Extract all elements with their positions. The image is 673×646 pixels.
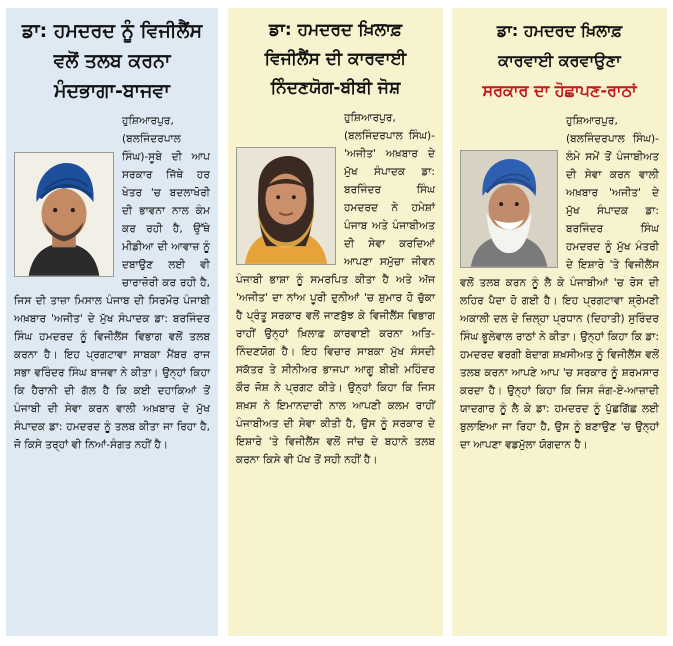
- portrait-bajwa-image: [15, 153, 113, 276]
- headline-line-red: ਸਰਕਾਰ ਦਾ ਹੋਛਾਪਣ-ਰਾਠਾਂ: [482, 81, 637, 100]
- article-body: [460, 112, 659, 454]
- headline-line: ਡਾ: ਹਮਦਰਦ ਨੂੰ ਵਿਜੀਲੈਂਸ: [21, 20, 203, 42]
- headline-line: ਡਾ: ਹਮਦਰਦ ਖ਼ਿਲਾਫ਼: [268, 20, 402, 40]
- headline-line: ਡਾ: ਹਮਦਰਦ ਖ਼ਿਲਾਫ਼: [496, 21, 623, 40]
- portrait-photo: [236, 147, 336, 265]
- news-clip-bibi-josh: [228, 8, 443, 636]
- headline: [14, 16, 210, 106]
- article-body: [14, 112, 210, 454]
- headline-line: ਕਾਰਵਾਈ ਕਰਵਾਉਣਾ: [498, 51, 621, 70]
- article-text: ਹੁਸ਼ਿਆਰਪੁਰ, (ਬਲਜਿੰਦਰਪਾਲ ਸਿੰਘ)-ਲੰਮੇ ਸਮੇਂ ਤੋਂ ਪੰਜਾਬੀਅਤ ਦੀ ਸੇਵਾ ਕਰਨ ਵਾਲੀ ਅਖ਼ਬਾਰ 'ਅਜੀਤ' ਦੇ ਮੁੱਖ ਸੰਪਾਦਕ ਡਾ: ਬਰਜਿੰਦਰ ਸਿੰਘ ਹਮਦਰਦ ਨੂੰ ਮੁੱਖ ਮੰਤਰੀ ਦੇ ਇਸ਼ਾਰੇ 'ਤੇ ਵਿਜੀਲੈਂਸ ਵਲੋਂ ਤਲਬ ਕਰਨ ਨੂੰ ਲੈ ਕੇ ਪੰਜਾਬੀਆਂ 'ਚ ਰੋਸ ਦੀ ਲਹਿਰ ਪੈਦਾ ਹੋ ਗਈ ਹੈ। ਇਹ ਪ੍ਰਗਟਾਵਾ ਸ਼੍ਰੋਮਣੀ ਅਕਾਲੀ ਦਲ ਦੇ ਜ਼ਿਲ੍ਹਾ ਪ੍ਰਧਾਨ (ਦਿਹਾਤੀ) ਸੁਰਿੰਦਰ ਸਿੰਘ ਭੂਲੇਵਾਲ ਰਾਠਾਂ ਨੇ ਕੀਤਾ। ਉਨ੍ਹਾਂ ਕਿਹਾ ਕਿ ਡਾ: ਹਮਦਰਦ ਵਰਗੀ ਬੇਦਾਗ ਸ਼ਖ਼ਸੀਅਤ ਨੂੰ ਵਿਜੀਲੈਂਸ ਵਲੋਂ ਤਲਬ ਕਰਨਾ ਆਪਣੇ ਆਪ 'ਚ ਸਰਕਾਰ ਨੂੰ ਸ਼ਰਮਸਾਰ ਕਰਦਾ ਹੈ। ਉਨ੍ਹਾਂ ਕਿਹਾ ਕਿ ਜਿਸ ਜੰਗ-ਏ-ਆਜ਼ਾਦੀ ਯਾਦਗਾਰ ਨੂੰ ਲੈ ਕੇ ਡਾ: ਹਮਦਰਦ ਨੂੰ ਪੁੱਛਗਿੱਛ ਲਈ ਬੁਲਾਇਆ ਜਾ ਰਿਹਾ ਹੈ, ਉਸ ਨੂੰ ਬਣਾਉਣ 'ਚ ਉਨ੍ਹਾਂ ਦਾ ਆਪਣਾ ਵਡਮੁੱਲਾ ਯੋਗਦਾਨ ਹੈ।: [460, 115, 659, 451]
- portrait-rathan-image: [461, 151, 557, 267]
- headline-line: ਮੰਦਭਾਗਾ-ਬਾਜਵਾ: [54, 80, 170, 102]
- news-clip-rathan: [452, 8, 667, 636]
- headline-line: ਵਲੋਂ ਤਲਬ ਕਰਨਾ: [53, 50, 171, 72]
- headline-line: ਨਿੰਦਣਯੋਗ-ਬੀਬੀ ਜੋਸ਼: [270, 78, 401, 98]
- headline-line: ਵਿਜੀਲੈਂਸ ਦੀ ਕਾਰਵਾਈ: [264, 49, 407, 69]
- article-body: [236, 109, 435, 469]
- news-clip-bajwa: [6, 8, 218, 636]
- headline: [236, 16, 435, 103]
- headline: [460, 16, 659, 106]
- article-text: ਹੁਸ਼ਿਆਰਪੁਰ, (ਬਲਜਿੰਦਰਪਾਲ ਸਿੰਘ)-ਸੂਬੇ ਦੀ ਆਪ ਸਰਕਾਰ ਜਿੱਥੇ ਹਰ ਖੇਤਰ 'ਚ ਬਦਲਾਖੋਰੀ ਦੀ ਭਾਵਨਾ ਨਾਲ ਕੰਮ ਕਰ ਰਹੀ ਹੈ, ਉੱਥੇ ਮੀਡੀਆ ਦੀ ਆਵਾਜ਼ ਨੂੰ ਦਬਾਉਣ ਲਈ ਵੀ ਚਾਰਾਜ਼ੋਰੀ ਕਰ ਰਹੀ ਹੈ, ਜਿਸ ਦੀ ਤਾਜ਼ਾ ਮਿਸਾਲ ਪੰਜਾਬ ਦੀ ਸਿਰਮੌਰ ਪੰਜਾਬੀ ਅਖ਼ਬਾਰ 'ਅਜੀਤ' ਦੇ ਮੁੱਖ ਸੰਪਾਦਕ ਡਾ: ਬਰਜਿੰਦਰ ਸਿੰਘ ਹਮਦਰਦ ਨੂੰ ਵਿਜੀਲੈਂਸ ਵਿਭਾਗ ਵਲੋਂ ਤਲਬ ਕਰਨਾ ਹੈ। ਇਹ ਪ੍ਰਗਟਾਵਾ ਸਾਬਕਾ ਮੈਂਬਰ ਰਾਜ ਸਭਾ ਵਰਿੰਦਰ ਸਿੰਘ ਬਾਜਵਾ ਨੇ ਕੀਤਾ। ਉਨ੍ਹਾਂ ਕਿਹਾ ਕਿ ਹੈਰਾਨੀ ਦੀ ਗੱਲ ਹੈ ਕਿ ਕਈ ਦਹਾਕਿਆਂ ਤੋਂ ਪੰਜਾਬੀ ਦੀ ਸੇਵਾ ਕਰਨ ਵਾਲੀ ਅਖ਼ਬਾਰ ਦੇ ਮੁੱਖ ਸੰਪਾਦਕ ਡਾ: ਹਮਦਰਦ ਨੂੰ ਤਲਬ ਕੀਤਾ ਜਾ ਰਿਹਾ ਹੈ, ਜੋ ਕਿਸੇ ਤਰ੍ਹਾਂ ਵੀ ਨਿਆਂ-ਸੰਗਤ ਨਹੀਂ ਹੈ।: [14, 115, 210, 451]
- portrait-photo: [460, 150, 558, 268]
- article-text: ਹੁਸ਼ਿਆਰਪੁਰ, (ਬਲਜਿੰਦਰਪਾਲ ਸਿੰਘ)-'ਅਜੀਤ' ਅਖ਼ਬਾਰ ਦੇ ਮੁੱਖ ਸੰਪਾਦਕ ਡਾ: ਬਰਜਿੰਦਰ ਸਿੰਘ ਹਮਦਰਦ ਨੇ ਹਮੇਸ਼ਾਂ ਪੰਜਾਬ ਅਤੇ ਪੰਜਾਬੀਅਤ ਦੀ ਸੇਵਾ ਕਰਦਿਆਂ ਆਪਣਾ ਸਮੁੱਚਾ ਜੀਵਨ ਪੰਜਾਬੀ ਭਾਸ਼ਾ ਨੂੰ ਸਮਰਪਿਤ ਕੀਤਾ ਹੈ ਅਤੇ ਅੱਜ 'ਅਜੀਤ' ਦਾ ਨਾਂਅ ਪੂਰੀ ਦੁਨੀਆਂ 'ਚ ਸ਼ੁਮਾਰ ਹੋ ਚੁੱਕਾ ਹੈ ਪ੍ਰੰਤੂ ਸਰਕਾਰ ਵਲੋਂ ਜਾਣਬੁੱਝ ਕੇ ਵਿਜੀਲੈਂਸ ਵਿਭਾਗ ਰਾਹੀਂ ਉਨ੍ਹਾਂ ਖ਼ਿਲਾਫ਼ ਕਾਰਵਾਈ ਕਰਨਾ ਅਤਿ-ਨਿੰਦਣਯੋਗ ਹੈ। ਇਹ ਵਿਚਾਰ ਸਾਬਕਾ ਮੁੱਖ ਸੰਸਦੀ ਸਕੱਤਰ ਤੇ ਸੀਨੀਅਰ ਭਾਜਪਾ ਆਗੂ ਬੀਬੀ ਮਹਿੰਦਰ ਕੌਰ ਜੋਸ਼ ਨੇ ਪ੍ਰਗਟ ਕੀਤੇ। ਉਨ੍ਹਾਂ ਕਿਹਾ ਕਿ ਜਿਸ ਸ਼ਖ਼ਸ ਨੇ ਇਮਾਨਦਾਰੀ ਨਾਲ ਆਪਣੀ ਕਲਮ ਰਾਹੀਂ ਪੰਜਾਬੀਅਤ ਦੀ ਸੇਵਾ ਕੀਤੀ ਹੈ, ਉਸ ਨੂੰ ਸਰਕਾਰ ਦੇ ਇਸ਼ਾਰੇ 'ਤੇ ਵਿਜੀਲੈਂਸ ਵਲੋਂ ਜਾਂਚ ਦੇ ਬਹਾਨੇ ਤਲਬ ਕਰਨਾ ਕਿਸੇ ਵੀ ਪੱਖ ਤੋਂ ਸਹੀ ਨਹੀਂ ਹੈ।: [236, 112, 435, 466]
- portrait-photo: [14, 152, 114, 277]
- portrait-bibi-josh-image: [237, 148, 335, 264]
